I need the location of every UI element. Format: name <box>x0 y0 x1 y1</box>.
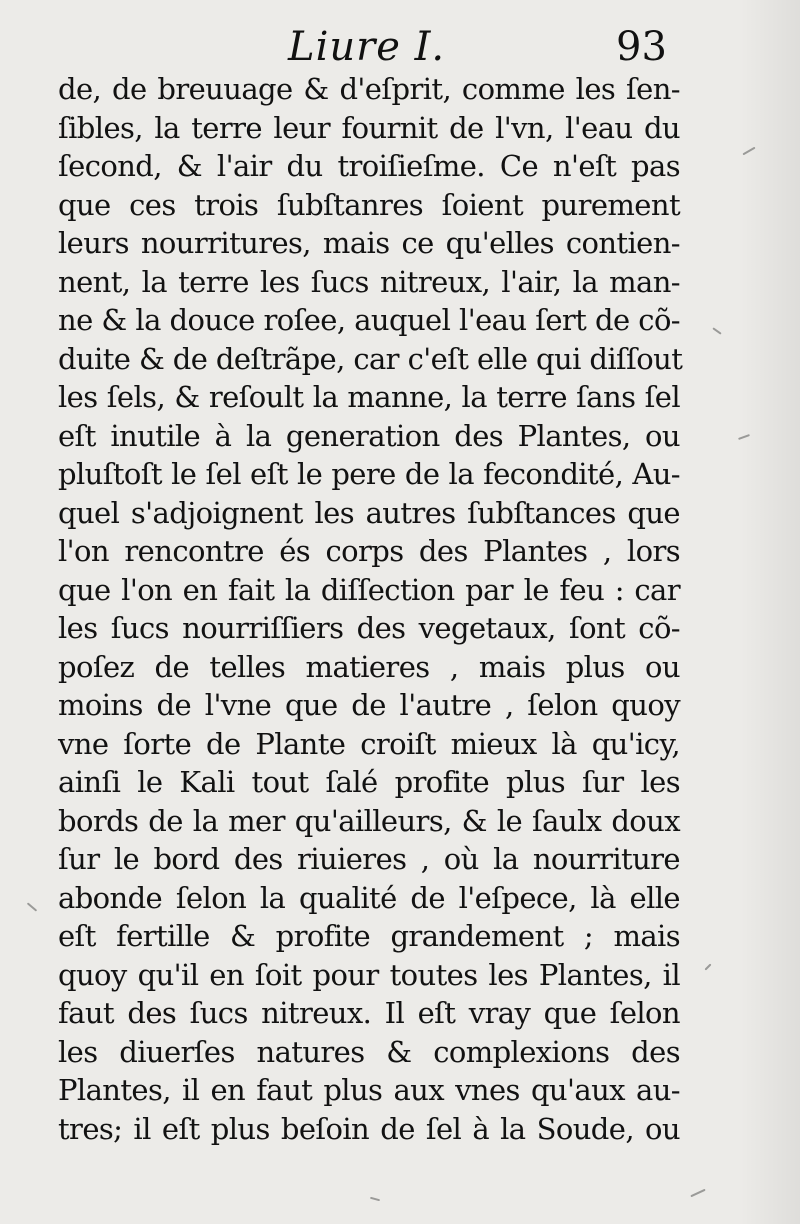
page-edge-shadow <box>740 0 800 1224</box>
text-line: duite & de deſtrãpe, car c'eſt elle qui diſſout <box>58 341 683 376</box>
text-line: abonde ſelon la qualité de l'eſpece, là elle <box>58 880 680 915</box>
text-line: moins de l'vne que de l'autre , ſelon quoy <box>58 688 680 722</box>
text-line: ſecond, & l'air du troiſieſme. Ce n'eſt pas <box>58 149 680 183</box>
text-line: ne & la douce roſee, auquel l'eau ſert de cõ- <box>58 303 680 337</box>
running-title: Liure I. <box>288 24 446 70</box>
text-line: tres; il eſt plus beſoin de ſel à la Soude, ou <box>58 1111 680 1146</box>
text-line: de, de breuuage & d'eſprit, comme les ſen- <box>58 72 680 106</box>
text-line: vne ſorte de Plante croiſt mieux là qu'icy, <box>58 726 680 761</box>
text-line: que l'on en fait la diſſection par le feu : car <box>58 572 680 607</box>
text-line: les ſucs nourriſſiers des vegetaux, ſont cõ- <box>58 611 680 645</box>
text-line: les diuerſes natures & complexions des <box>58 1034 680 1069</box>
text-line: bords de la mer qu'ailleurs, & le ſaulx doux <box>58 803 680 838</box>
text-line: l'on rencontre és corps des Plantes , lors <box>58 534 680 568</box>
text-line: Plantes, il en faut plus aux vnes qu'aux au- <box>58 1073 680 1107</box>
paper-speck <box>690 1189 705 1198</box>
text-line: que ces trois ſubſtanres ſoient purement <box>58 187 680 222</box>
text-line: ſibles, la terre leur fournit de l'vn, l'eau du <box>58 110 680 145</box>
text-line: ainſi le Kali tout ſalé profite plus ſur les <box>58 765 680 799</box>
text-line: eſt fertille & profite grandement ; mais <box>58 919 680 953</box>
page-header <box>0 18 800 78</box>
paper-speck <box>712 327 721 334</box>
paper-speck <box>704 963 711 970</box>
text-line: pluſtoſt le ſel eſt le pere de la fecondité, Au- <box>58 457 680 491</box>
paper-speck <box>370 1197 380 1202</box>
text-line: nent, la terre les ſucs nitreux, l'air, la man- <box>58 264 680 299</box>
text-line: quel s'adjoignent les autres ſubſtances que <box>58 495 680 530</box>
text-line: les ſels, & reſoult la manne, la terre ſans ſel <box>58 380 680 414</box>
paper-speck <box>27 902 37 911</box>
text-line: quoy qu'il en ſoit pour toutes les Plantes, il <box>58 957 680 992</box>
text-line: leurs nourritures, mais ce qu'elles contien- <box>58 226 680 260</box>
page-number: 93 <box>616 24 667 70</box>
text-line: ſur le bord des riuieres , où la nourriture <box>58 842 680 876</box>
text-line: faut des ſucs nitreux. Il eſt vray que ſelon <box>58 996 680 1030</box>
body-text <box>58 70 683 1148</box>
text-line: poſez de telles matieres , mais plus ou <box>58 649 680 684</box>
text-line: eſt inutile à la generation des Plantes, ou <box>58 418 680 453</box>
